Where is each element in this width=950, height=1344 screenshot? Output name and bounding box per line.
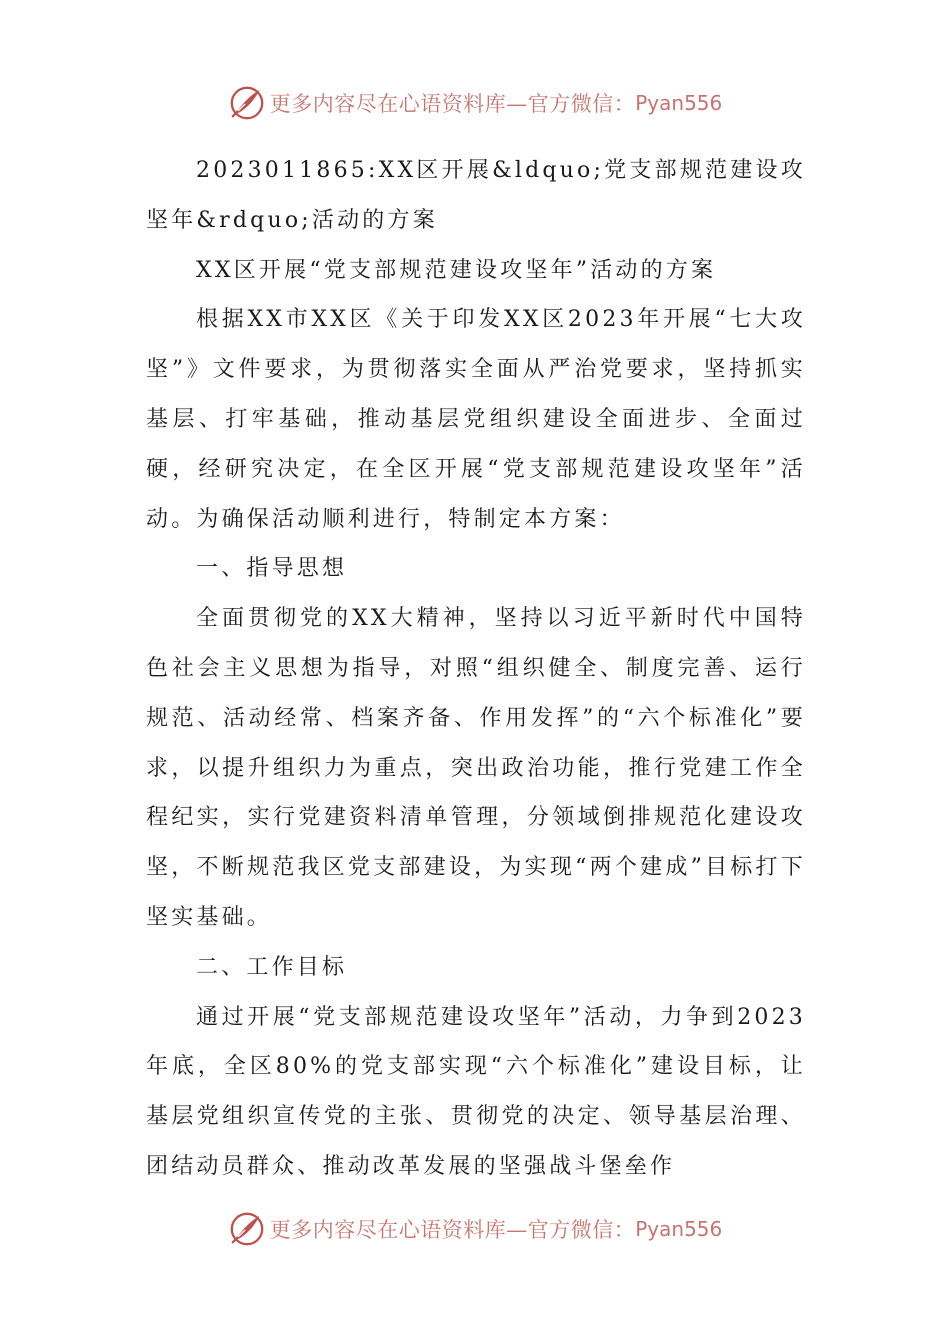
document-title: 2023011865:XX区开展&ldquo;党支部规范建设攻坚年&rdquo;活动的方案	[146, 158, 806, 233]
section2-paragraph: 通过开展“党支部规范建设攻坚年”活动，力争到2023年底，全区80%的党支部实现“六个标准化”建设目标，让基层党组织宣传党的主张、贯彻党的决定、领导基层治理、团结动员群众、推动改革发展的坚强战斗堡垒作	[146, 1004, 806, 1179]
banner-text: 更多内容尽在心语资料库—官方微信：	[269, 1218, 636, 1242]
quill-pen-icon	[228, 1210, 266, 1248]
footer-banner	[0, 1206, 950, 1252]
section1-paragraph: 全面贯彻党的XX大精神，坚持以习近平新时代中国特色社会主义思想为指导，对照“组织健全、制度完善、运行规范、活动经常、档案齐备、作用发挥”的“六个标准化”要求，以提升组织力为重点，突出政治功能，推行党建工作全程纪实，实行党建资料清单管理，分领域倒排规范化建设攻坚，不断规范我区党支部建设，为实现“两个建成”目标打下坚实基础。	[146, 606, 806, 930]
section2-heading: 二、工作目标	[196, 954, 348, 980]
banner-wechat-id: Pyan556	[635, 1217, 723, 1241]
document-body	[146, 146, 806, 1192]
banner-text: 更多内容尽在心语资料库—官方微信：	[269, 92, 636, 116]
banner-wechat-id: Pyan556	[635, 91, 723, 115]
header-banner	[0, 80, 950, 126]
intro-paragraph: 根据XX市XX区《关于印发XX区2023年开展“七大攻坚”》文件要求，为贯彻落实全面从严治党要求，坚持抓实基层、打牢基础，推动基层党组织建设全面进步、全面过硬，经研究决定，在全区开展“党支部规范建设攻坚年”活动。为确保活动顺利进行，特制定本方案：	[146, 307, 806, 532]
document-subtitle: XX区开展“党支部规范建设攻坚年”活动的方案	[196, 257, 717, 283]
quill-pen-icon	[228, 84, 266, 122]
section1-heading: 一、指导思想	[196, 556, 348, 582]
